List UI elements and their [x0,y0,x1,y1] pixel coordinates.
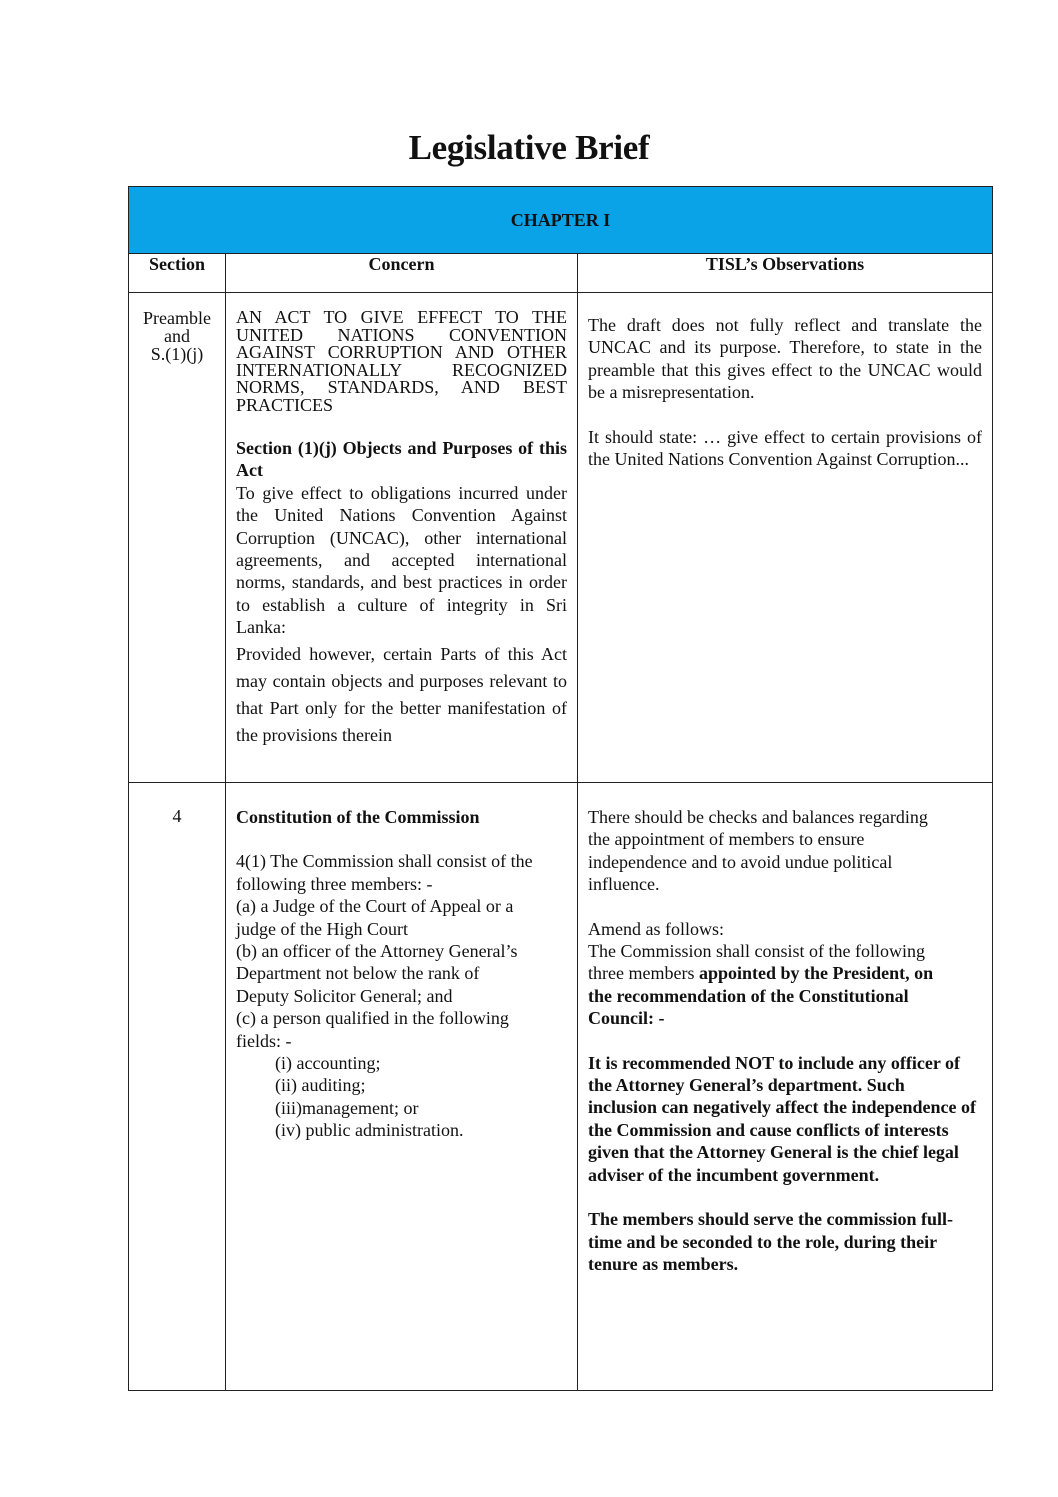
observation-text: It should state: … give effect to certain provisions of the United Nations Convention Against Corruption... [588,426,983,470]
observation-text: The draft does not fully reflect and translate the UNCAC and its purpose. Therefore, to state in the preamble that this gives effect to the UNCAC would be a misrepresentation. [588,315,983,403]
recommendation-text: It is recommended NOT to include any officer of the Attorney General’s department. Such inclusion can negatively affect the independence of the Commission and cause conflicts of interests given that the Attorney General is the chief legal adviser of the incumbent government. [588,1052,976,1185]
amend-plain: The Commission shall consist of the following three members [588,941,925,984]
section-cell [129,293,226,783]
concern-cell [226,783,578,1391]
concern-line: judge of the High Court [236,918,408,939]
chapter-banner: CHAPTER I [129,187,993,254]
concern-line: (c) a person qualified in the following [236,1008,509,1029]
concern-line: following three members: - [236,873,433,894]
table-row [129,293,993,783]
page-title: Legislative Brief [408,128,650,167]
section-cell: 4 [129,783,226,1391]
section-label: Preamble [143,308,211,328]
header-observations: TISL’s Observations [578,254,993,293]
concern-line: Deputy Solicitor General; and [236,985,453,1006]
observation-line: independence and to avoid undue political [588,851,893,872]
amend-bold: appointed by the President, on the recommendation of the Constitutional Council: - [588,963,934,1029]
concern-line: (a) a Judge of the Court of Appeal or a [236,896,514,917]
amend-label: Amend as follows: [588,918,724,939]
observation-cell [578,293,993,783]
field-item: (iii)management; or [275,1097,419,1118]
legislative-brief-table [128,186,993,1391]
observation-cell [578,783,993,1391]
concern-line: (b) an officer of the Attorney General’s [236,941,518,962]
concern-cell [226,293,578,783]
section-heading: Constitution of the Commission [236,807,480,827]
recommendation-text: The members should serve the commission full-time and be seconded to the role, during their tenure as members. [588,1209,953,1274]
field-item: (ii) auditing; [275,1075,366,1096]
table-row [129,783,993,1391]
amend-text [588,940,982,1030]
observation-line: influence. [588,874,660,895]
header-section: Section [129,254,226,293]
section-proviso: Provided however, certain Parts of this Act may contain objects and purposes relevant to that Part only for the better manifestation of the provisions therein [236,643,567,746]
concern-line: fields: - [236,1030,292,1051]
concern-line: 4(1) The Commission shall consist of the [236,851,533,872]
section-label: S.(1)(j) [150,344,204,364]
section-label: and [164,326,190,346]
observation-line: the appointment of members to ensure [588,829,865,850]
section-body: To give effect to obligations incurred under the United Nations Convention Against Corruption (UNCAC), other international agreements, and accepted international norms, standards, and best practices in order to establish a culture of integrity in Sri Lanka: [236,482,567,638]
concern-line: Department not below the rank of [236,963,480,984]
observation-line: There should be checks and balances regarding [588,807,928,827]
preamble-text: AN ACT TO GIVE EFFECT TO THE UNITED NATIONS CONVENTION AGAINST CORRUPTION AND OTHER INTERNATIONALLY RECOGNIZED NORMS, STANDARDS, AND BEST PRACTICES [236,307,567,415]
header-concern: Concern [226,254,578,293]
section-heading: Section (1)(j) Objects and Purposes of this Act [236,437,567,481]
field-item: (iv) public administration. [275,1120,464,1141]
field-item: (i) accounting; [275,1053,381,1074]
